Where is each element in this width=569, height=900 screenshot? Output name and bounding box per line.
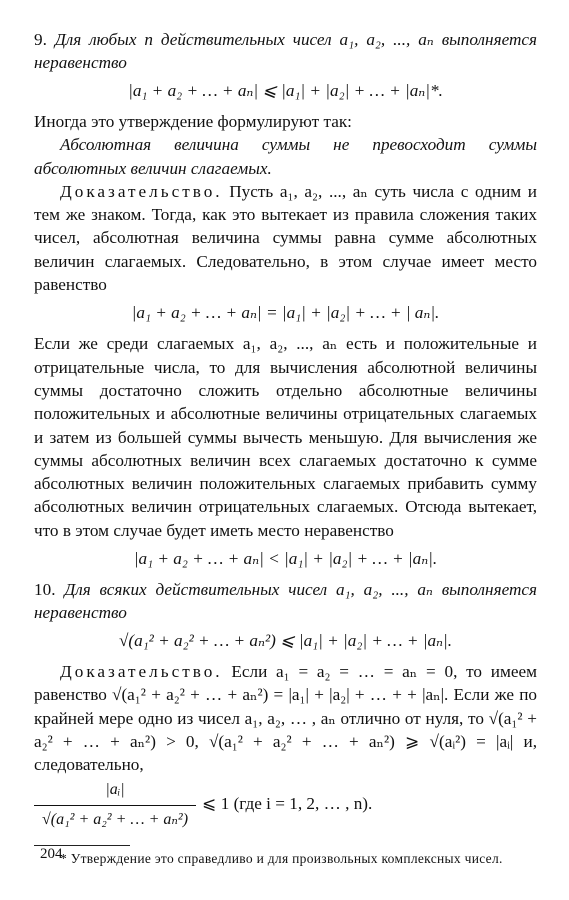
mixed-signs-paragraph: Если же среди слагаемых a₁, a₂, ..., aₙ есть и положительные и отрицательные числа, то для вычисления абсолютной величины суммы достаточно сложить отдельно абсолютные величины положительных и абсолютные величины отрицательных слагаемых и затем из большей суммы вычесть меньшую. Для вычисления же суммы абсолютных величин всех слагаемых достаточно к сумме абсолютных величин положительных слагаемых прибавить сумму абсолютных величин отрицательных слагаемых. Отсюда вытекает, что в этом случае будет иметь место неравенство <box>34 334 537 540</box>
theorem-9-statement: Для любых n действительных чисел a₁, a₂, ..., aₙ выполняется неравенство <box>34 30 537 72</box>
theorem-9-number: 9. <box>34 30 47 49</box>
proof-10-text: Если a₁ = a₂ = … = aₙ = 0, то имеем равенство √(a₁² + a₂² + … + aₙ²) = |a₁| + |a₂| + … + + |aₙ|. Если же по крайней мере одно из чисел a₁, a₂, … , aₙ отлично от нуля, то √(a₁² + a₂² + … + aₙ²) > 0, √(a₁² + a₂² + … + aₙ²) ⩾ √(aᵢ²) = |aᵢ| и, следовательно, <box>34 662 537 775</box>
proof-9-text: Пусть a₁, a₂, ..., aₙ суть числа с одним и тем же знаком. Тогда, как это вытекает из правила сложения таких чисел, абсолютная величина суммы равна сумме абсолютных величин слагаемых. Следовательно, в этом случае имеет место равенство <box>34 181 537 295</box>
fraction-denominator: √(a₁² + a₂² + … + aₙ²) <box>41 810 189 828</box>
proof-9-paragraph <box>34 180 537 296</box>
fraction-condition: ⩽ 1 (где i = 1, 2, … , n). <box>202 793 373 813</box>
formulation-paragraph: Абсолютная величина суммы не превосходит суммы абсолютных величин слагаемых. <box>34 135 537 178</box>
inequality-9: |a₁ + a₂ + … + aₙ| ⩽ |a₁| + |a₂| + … + |aₙ|*. <box>128 81 443 100</box>
proof-10-paragraph <box>34 660 537 776</box>
theorem-10-statement: Для всяких действительных чисел a₁, a₂, ..., aₙ выполняется неравенство <box>34 580 538 623</box>
fraction-numerator: |aᵢ| <box>105 780 125 798</box>
theorem-9 <box>34 28 537 74</box>
proof-9-label: Доказательство. <box>60 181 223 201</box>
theorem-10 <box>34 578 537 624</box>
inequality-10: √(a₁² + a₂² + … + aₙ²) ⩽ |a₁| + |a₂| + … + |aₙ|. <box>118 631 453 651</box>
page-number: 204 <box>40 846 63 862</box>
equality-same-sign: |a₁ + a₂ + … + aₙ| = |a₁| + |a₂| + … + | aₙ|. <box>131 303 440 323</box>
strict-inequality: |a₁ + a₂ + … + aₙ| < |a₁| + |a₂| + … + |aₙ|. <box>133 549 438 569</box>
page-content <box>34 24 537 868</box>
intro-paragraph: Иногда это утверждение формулируют так: <box>34 112 352 131</box>
footnote: * Утверждение это справедливо и для произвольных комплексных чисел. <box>60 850 503 866</box>
fraction-inequality <box>34 781 537 843</box>
theorem-10-number: 10. <box>34 580 56 600</box>
proof-10-label: Доказательство. <box>60 662 223 682</box>
fraction-bar <box>34 805 196 806</box>
